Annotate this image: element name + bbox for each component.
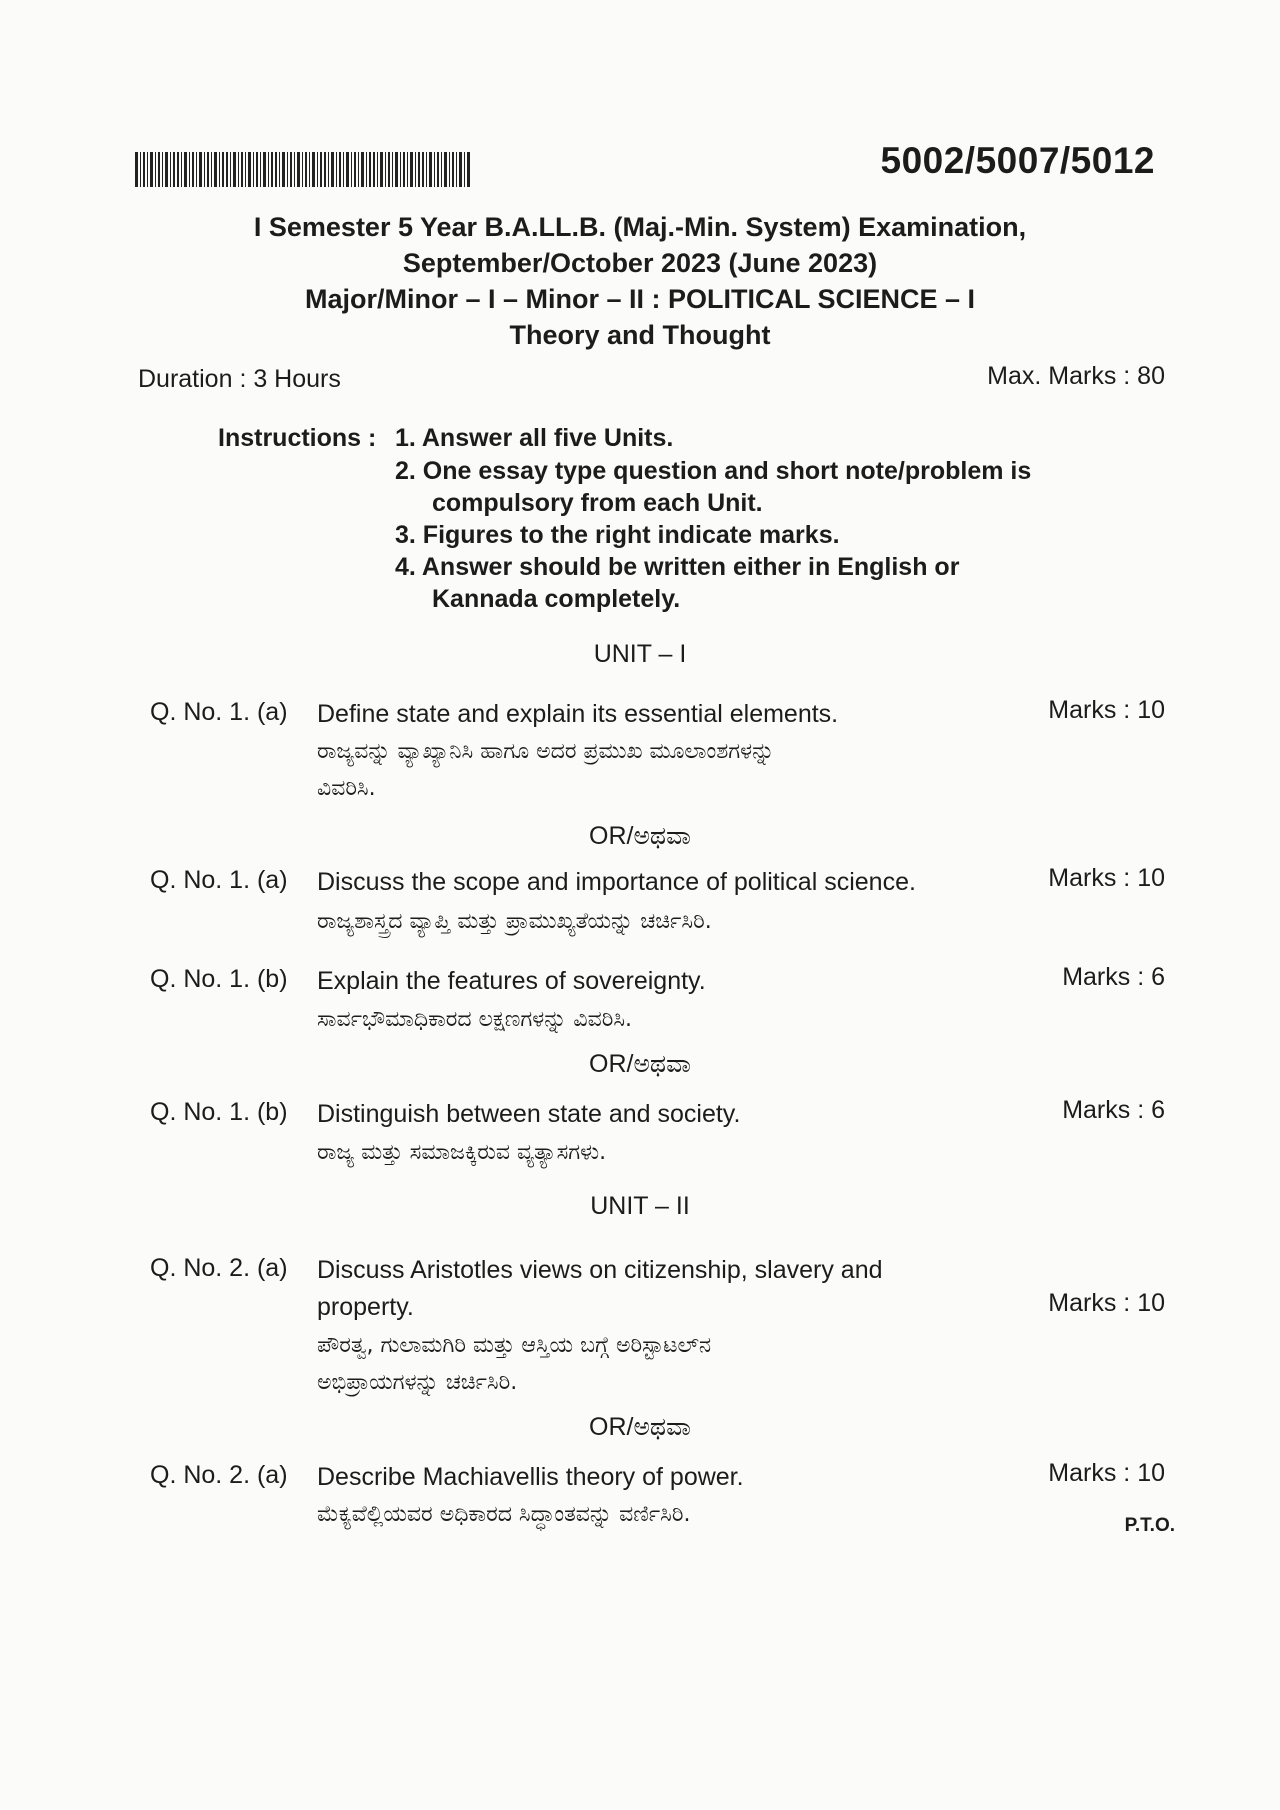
or-separator: OR/ಅಥವಾ	[589, 1413, 691, 1441]
question-marks: Marks : 10	[1048, 864, 1165, 892]
instruction-item: 4. Answer should be written either in English or	[395, 553, 960, 581]
instruction-item: 2. One essay type question and short note/problem is	[395, 457, 1032, 485]
question-marks: Marks : 10	[1048, 1289, 1165, 1317]
page-turn-over: P.T.O.	[1124, 1515, 1175, 1536]
instruction-item: compulsory from each Unit.	[432, 489, 763, 517]
question-text: Define state and explain its essential elements.	[317, 700, 839, 728]
exam-paper-title: Theory and Thought	[509, 320, 771, 350]
exam-title: I Semester 5 Year B.A.LL.B. (Maj.-Min. System) Examination,	[253, 212, 1027, 242]
question-text-kannada: ರಾಜ್ಯವನ್ನು ವ್ಯಾಖ್ಯಾನಿಸಿ ಹಾಗೂ ಅದರ ಪ್ರಮುಖ ಮೂಲಾಂಶಗಳನ್ನು	[317, 739, 775, 764]
paper-code: 5002/5007/5012	[880, 140, 1155, 181]
question-text-kannada: ಅಭಿಪ್ರಾಯಗಳನ್ನು ಚರ್ಚಿಸಿರಿ.	[317, 1370, 518, 1395]
exam-subject: Major/Minor – I – Minor – II : POLITICAL SCIENCE – I	[304, 284, 976, 314]
question-marks: Marks : 6	[1062, 1096, 1165, 1124]
question-number: Q. No. 1. (b)	[150, 1098, 288, 1126]
max-marks: Max. Marks : 80	[987, 362, 1165, 390]
question-text-kannada: ಪೌರತ್ವ, ಗುಲಾಮಗಿರಿ ಮತ್ತು ಆಸ್ತಿಯ ಬಗ್ಗೆ ಅರಿಸ್ಟಾಟಲ್‌ನ	[317, 1333, 712, 1358]
instruction-item: Kannada completely.	[432, 585, 681, 613]
question-text: Explain the features of sovereignty.	[317, 967, 706, 995]
unit-title: UNIT – I	[593, 640, 687, 668]
exam-session: September/October 2023 (June 2023)	[402, 248, 878, 278]
instruction-item: 1. Answer all five Units.	[395, 424, 674, 452]
question-text-kannada: ರಾಜ್ಯ ಮತ್ತು ಸಮಾಜಕ್ಕಿರುವ ವ್ಯತ್ಯಾಸಗಳು.	[317, 1140, 607, 1165]
question-text-kannada: ಸಾರ್ವಭೌಮಾಧಿಕಾರದ ಲಕ್ಷಣಗಳನ್ನು ವಿವರಿಸಿ.	[317, 1007, 633, 1032]
question-text: Discuss Aristotles views on citizenship, slavery and	[317, 1256, 883, 1284]
question-number: Q. No. 1. (a)	[150, 698, 288, 726]
or-separator: OR/ಅಥವಾ	[589, 1050, 691, 1078]
question-number: Q. No. 1. (b)	[150, 965, 288, 993]
question-text: Discuss the scope and importance of political science.	[317, 868, 916, 896]
question-text-kannada: ವಿವರಿಸಿ.	[317, 776, 376, 801]
instruction-item: 3. Figures to the right indicate marks.	[395, 521, 840, 549]
question-number: Q. No. 2. (a)	[150, 1254, 288, 1282]
instructions-label: Instructions :	[218, 424, 377, 452]
unit-title: UNIT – II	[590, 1192, 690, 1220]
question-text: Distinguish between state and society.	[317, 1100, 741, 1128]
question-number: Q. No. 2. (a)	[150, 1461, 288, 1489]
question-text-kannada: ಮೆಕ್ಯವೆಲ್ಲಿಯವರ ಅಧಿಕಾರದ ಸಿದ್ಧಾಂತವನ್ನು ವರ್ಣಿಸಿರಿ.	[317, 1502, 691, 1527]
duration: Duration : 3 Hours	[138, 365, 341, 393]
question-marks: Marks : 6	[1062, 963, 1165, 991]
question-marks: Marks : 10	[1048, 1459, 1165, 1487]
or-separator: OR/ಅಥವಾ	[589, 822, 691, 850]
question-number: Q. No. 1. (a)	[150, 866, 288, 894]
question-text-kannada: ರಾಜ್ಯಶಾಸ್ತ್ರದ ವ್ಯಾಪ್ತಿ ಮತ್ತು ಪ್ರಾಮುಖ್ಯತೆಯನ್ನು ಚರ್ಚಿಸಿರಿ.	[317, 909, 712, 934]
question-text: Describe Machiavellis theory of power.	[317, 1463, 744, 1491]
question-marks: Marks : 10	[1048, 696, 1165, 724]
question-text: property.	[317, 1293, 414, 1321]
barcode	[135, 152, 470, 187]
